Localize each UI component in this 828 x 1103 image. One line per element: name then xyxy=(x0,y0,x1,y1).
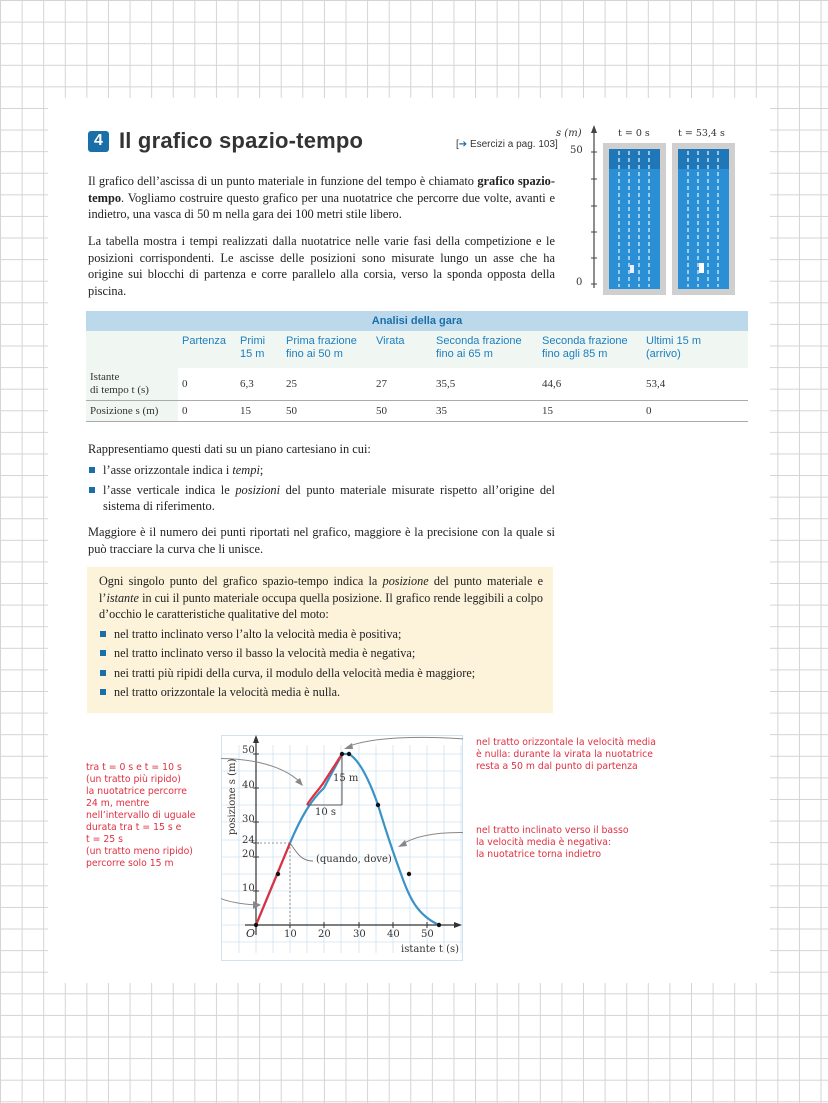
row-label: Istante di tempo t (s) xyxy=(86,368,178,401)
header-cell: Primi 15 m xyxy=(236,331,282,368)
table-row-position xyxy=(86,401,748,422)
table-cell: 0 xyxy=(178,401,236,422)
table-cell: 35,5 xyxy=(432,368,538,401)
y-axis-label: posizione s (m) xyxy=(227,758,238,835)
table-cell: 27 xyxy=(372,368,432,401)
table-cell: 0 xyxy=(178,368,236,401)
bullet-square-icon xyxy=(100,650,106,656)
intro-paragraph-2: La tabella mostra i tempi realizzati dalla nuotatrice nelle varie fasi della competizione e le posizioni corrispondenti. Le ascisse delle posizioni sono misurate lungo un asse che ha origine sui blocchi di partenza e corre parallelo alla corsia, verso la sponda opposta della piscina. xyxy=(88,234,555,298)
pool-label-start: t = 0 s xyxy=(618,128,650,139)
key-concept-box xyxy=(87,567,553,713)
pool-figure xyxy=(556,124,736,302)
pool-tick-50: 50 xyxy=(570,145,583,156)
pool-axis-svg xyxy=(556,124,736,302)
pool-axis-label: s (m) xyxy=(556,128,582,139)
table-cell: 53,4 xyxy=(642,368,748,401)
table-cell: 25 xyxy=(282,368,372,401)
list-item: l’asse orizzontale indica i tempi; xyxy=(88,462,555,479)
x-tick-40: 40 xyxy=(387,929,400,940)
point-label-quando-dove: (quando, dove) xyxy=(316,854,392,865)
precision-paragraph: Maggiore è il numero dei punti riportati nel grafico, maggiore è la precisione con la quale si può tracciare la curva che li unisce. xyxy=(88,525,555,556)
header-cell: Seconda frazione fino ai 65 m xyxy=(432,331,538,368)
table-row-time xyxy=(86,368,748,401)
x-tick-20: 20 xyxy=(318,929,331,940)
pool-tick-0: 0 xyxy=(576,277,583,288)
list-item: nel tratto inclinato verso l’alto la velocità media è positiva; xyxy=(99,626,543,643)
header-cell-empty xyxy=(86,331,178,368)
y-tick-20: 20 xyxy=(242,849,255,860)
bullet-square-icon xyxy=(100,670,106,676)
arrow-right-icon: ➔ xyxy=(458,139,468,150)
race-analysis-table xyxy=(86,311,748,422)
exercise-reference-link[interactable]: [➔ Esercizi a pag. 103] xyxy=(456,139,558,150)
x-tick-30: 30 xyxy=(353,929,366,940)
delta-t-label: 10 s xyxy=(315,807,337,818)
x-tick-10: 10 xyxy=(284,929,297,940)
table-cell: 35 xyxy=(432,401,538,422)
header-cell: Ultimi 15 m (arrivo) xyxy=(642,331,748,368)
x-axis-label: istante t (s) xyxy=(401,944,459,955)
list-item: l’asse verticale indica le posizioni del punto materiale misurate rispetto all’origine del sistema di riferimento. xyxy=(88,482,555,515)
annotation-right-top: nel tratto orizzontale la velocità media è nulla: durante la virata la nuotatrice resta a 50 m dal punto di partenza xyxy=(476,737,656,772)
bullet-square-icon xyxy=(100,631,106,637)
key-concept-text: Ogni singolo punto del grafico spazio-tempo indica la posizione del punto materiale e l’istante in cui il punto materiale occupa quella posizione. Il grafico rende leggibili a colpo d’occhio le caratteristiche qualitative del moto: xyxy=(99,574,543,621)
y-tick-24: 24 xyxy=(242,835,255,846)
cartesian-lead: Rappresentiamo questi dati su un piano cartesiano in cui: xyxy=(88,442,371,456)
table-cell: 50 xyxy=(282,401,372,422)
annotation-left: tra t = 0 s e t = 10 s (un tratto più ripido) la nuotatrice percorre 24 m, mentre nell’intervallo di uguale durata tra t = 15 s e t = 25 s (un tratto meno ripido) percorre solo 15 m xyxy=(86,762,196,869)
x-tick-50: 50 xyxy=(421,929,434,940)
section-number-badge: 4 xyxy=(88,131,109,152)
row-label: Posizione s (m) xyxy=(86,401,178,422)
axis-bullet-list xyxy=(88,462,555,515)
annotation-right-bottom: nel tratto inclinato verso il basso la velocità media è negativa: la nuotatrice torna indietro xyxy=(476,825,629,860)
list-item: nei tratti più ripidi della curva, il modulo della velocità media è maggiore; xyxy=(99,665,543,682)
chart-svg xyxy=(221,735,463,961)
header-cell: Virata xyxy=(372,331,432,368)
table-cell: 15 xyxy=(236,401,282,422)
pool-label-end: t = 53,4 s xyxy=(678,128,725,139)
table-caption: Analisi della gara xyxy=(86,311,748,331)
table-cell: 44,6 xyxy=(538,368,642,401)
delta-s-label: 15 m xyxy=(333,773,359,784)
space-time-chart xyxy=(221,735,463,961)
y-tick-40: 40 xyxy=(242,780,255,791)
table-cell: 15 xyxy=(538,401,642,422)
header-cell: Prima frazione fino ai 50 m xyxy=(282,331,372,368)
origin-label: O xyxy=(246,927,256,940)
y-tick-30: 30 xyxy=(242,814,255,825)
term-grafico-spazio-tempo: grafico spazio-tempo xyxy=(88,174,555,205)
bullet-square-icon xyxy=(89,487,95,493)
table-cell: 0 xyxy=(642,401,748,422)
y-tick-10: 10 xyxy=(242,883,255,894)
bullet-square-icon xyxy=(89,467,95,473)
header-cell: Seconda frazione fino agli 85 m xyxy=(538,331,642,368)
header-cell: Partenza xyxy=(178,331,236,368)
y-tick-50: 50 xyxy=(242,745,255,756)
section-heading xyxy=(88,128,363,154)
table-cell: 50 xyxy=(372,401,432,422)
exercise-reference-text: Esercizi a pag. 103 xyxy=(469,139,556,150)
key-concept-list xyxy=(99,626,543,701)
table-cell: 6,3 xyxy=(236,368,282,401)
intro-paragraph-1: Il grafico dell’ascissa di un punto materiale in funzione del tempo è chiamato grafico spazio-tempo. Vogliamo costruire questo grafico per una nuotatrice che percorre due volte, avanti e indietro, una vasca di 50 m nella gara dei 100 metri stile libero. xyxy=(88,174,555,221)
list-item: nel tratto orizzontale la velocità media è nulla. xyxy=(99,684,543,701)
table-header-row xyxy=(86,331,748,368)
bullet-square-icon xyxy=(100,689,106,695)
list-item: nel tratto inclinato verso il basso la velocità media è negativa; xyxy=(99,645,543,662)
section-title: Il grafico spazio-tempo xyxy=(119,128,364,153)
